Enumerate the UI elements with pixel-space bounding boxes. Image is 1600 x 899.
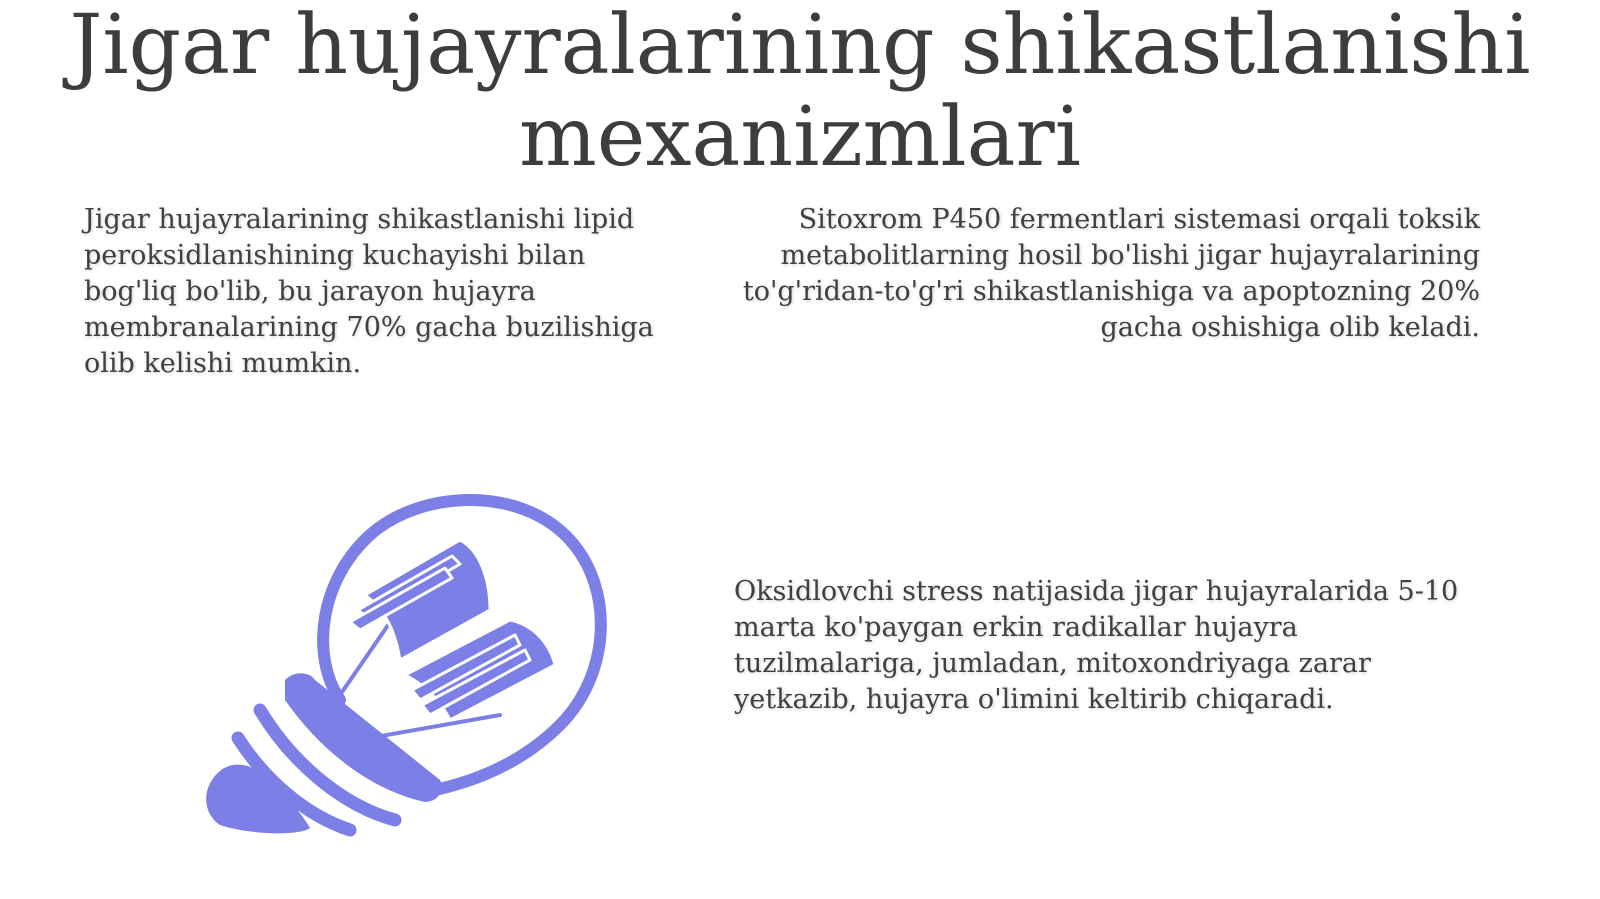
slide-title: Jigar hujayralarining shikastlanishi mexanizmlari: [69, 0, 1531, 185]
paragraph-oxidative-stress: Oksidlovchi stress natijasida jigar hujayralarida 5-10 marta ko'paygan erkin radikallar hujayra tuzilmalariga, jumladan, mitoxondriyaga zarar yetkazib, hujayra o'limini keltirib chiqaradi.: [734, 576, 1459, 715]
lightbulb-with-book-icon: [190, 490, 630, 850]
paragraph-cytochrome-p450: Sitoxrom P450 fermentlari sistemasi orqali toksik metabolitlarning hosil bo'lishi jigar hujayralarining to'g'ridan-to'g'ri shikastlanishiga va apoptozning 20% gacha oshishiga olib keladi.: [742, 204, 1480, 343]
paragraph-lipid-peroxidation: Jigar hujayralarining shikastlanishi lipid peroksidlanishining kuchayishi bilan bog'liq bo'lib, bu jarayon hujayra membranalarining 70% gacha buzilishiga olib kelishi mumkin.: [84, 204, 654, 379]
